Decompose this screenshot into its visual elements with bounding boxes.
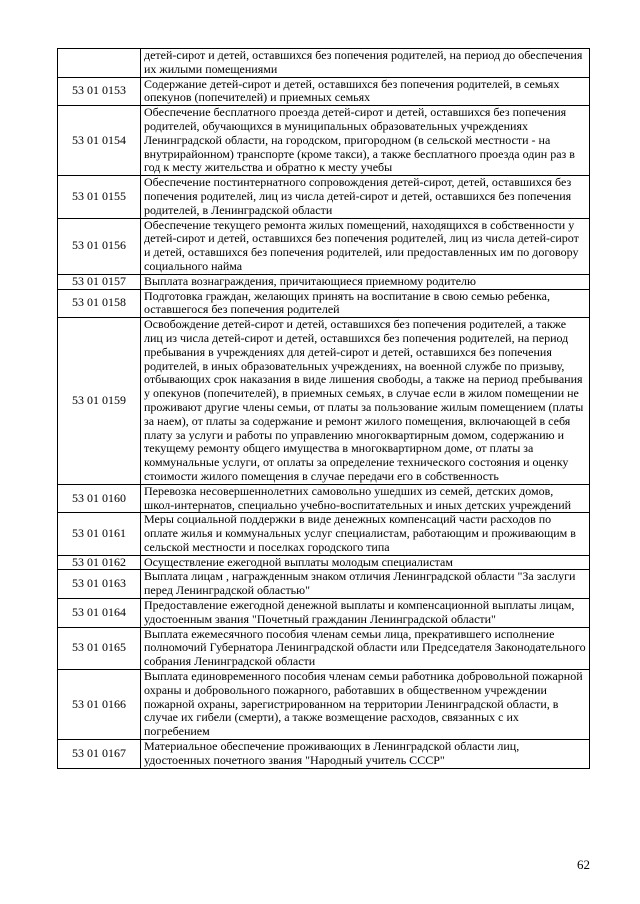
- table-row: [58, 599, 590, 628]
- row-code: 53 01 0159: [58, 318, 141, 485]
- row-code: 53 01 0160: [58, 484, 141, 513]
- row-description: Содержание детей-сирот и детей, оставшихся без попечения родителей, в семьях опекунов (попечителей) и приемных семьях: [141, 77, 590, 106]
- table-row: [58, 77, 590, 106]
- row-description: Освобождение детей-сирот и детей, оставшихся без попечения родителей, а также лиц из числа детей-сирот и детей, оставшихся без попечения родителей, на период пребывания в учреждениях для детей-сирот и детей, оставшихся без попечения родителей, в иных образовательных учреждениях, на военной службе по призыву, отбывающих срок наказания в виде лишения свободы, а также на период пребывания у опекунов (попечителей), в приемных семьях, в случае если в жилом помещении не проживают другие члены семьи, от платы за пользование жилым помещением (платы за наем), от платы за содержание и ремонт жилого помещения, включающей в себя плату за услуги и работы по управлению многоквартирным домом, содержанию и текущему ремонту общего имущества в многоквартирном доме, от платы за коммунальные услуги, от оплаты за определение технического состояния и оценку стоимости жилого помещения в случае передачи его в собственность: [141, 318, 590, 485]
- row-description: детей-сирот и детей, оставшихся без попечения родителей, на период до обеспечения их жилыми помещениями: [141, 49, 590, 78]
- row-description: Выплата лицам , награжденным знаком отличия Ленинградской области "За заслуги перед Ленинградской областью": [141, 570, 590, 599]
- row-code: 53 01 0167: [58, 740, 141, 769]
- row-code: 53 01 0154: [58, 106, 141, 176]
- table-row: [58, 176, 590, 218]
- row-description: Обеспечение бесплатного проезда детей-сирот и детей, оставшихся без попечения родителей, обучающихся в муниципальных образовательных учреждениях Ленинградской области, на городском, пригородном (в сельской местности - на внутрирайонном) транспорте (кроме такси), а также бесплатного проезда один раз в год к месту жительства и обратно к месту учебы: [141, 106, 590, 176]
- row-description: Осуществление ежегодной выплаты молодым специалистам: [141, 555, 590, 570]
- row-description: Выплата ежемесячного пособия членам семьи лица, прекратившего исполнение полномочий Губернатора Ленинградской области или Председателя Законодательного собрания Ленинградской области: [141, 627, 590, 669]
- table-row: [58, 106, 590, 176]
- row-description: Подготовка граждан, желающих принять на воспитание в свою семью ребенка, оставшегося без попечения родителей: [141, 289, 590, 318]
- table-row: [58, 484, 590, 513]
- row-code: 53 01 0155: [58, 176, 141, 218]
- table-body: [58, 49, 590, 769]
- document-page: [57, 48, 590, 769]
- row-code: [58, 49, 141, 78]
- row-code: 53 01 0158: [58, 289, 141, 318]
- table-row: [58, 289, 590, 318]
- row-code: 53 01 0162: [58, 555, 141, 570]
- table-row: [58, 627, 590, 669]
- row-description: Материальное обеспечение проживающих в Ленинградской области лиц, удостоенных почетного звания "Народный учитель СССР": [141, 740, 590, 769]
- row-description: Выплата единовременного пособия членам семьи работника добровольной пожарной охраны и добровольного пожарного, работавших в общественном учреждении пожарной охраны, зарегистрированном на территории Ленинградской области, в случае их гибели (смерти), а также возмещение расходов, связанных с их погребением: [141, 670, 590, 740]
- table-row: [58, 570, 590, 599]
- row-description: Выплата вознаграждения, причитающиеся приемному родителю: [141, 274, 590, 289]
- row-code: 53 01 0164: [58, 599, 141, 628]
- row-description: Предоставление ежегодной денежной выплаты и компенсационной выплаты лицам, удостоенным звания "Почетный гражданин Ленинградской области": [141, 599, 590, 628]
- table-row: [58, 274, 590, 289]
- budget-code-table: [57, 48, 590, 769]
- table-row: [58, 555, 590, 570]
- row-code: 53 01 0165: [58, 627, 141, 669]
- table-row: [58, 740, 590, 769]
- table-row: [58, 49, 590, 78]
- row-description: Обеспечение текущего ремонта жилых помещений, находящихся в собственности у детей-сирот и детей, оставшихся без попечения родителей, лиц из числа детей-сирот и детей, оставшихся без попечения родителей, или предоставленных им по договору социального найма: [141, 218, 590, 274]
- row-description: Перевозка несовершеннолетних самовольно ушедших из семей, детских домов, школ-интернатов, специально учебно-воспитательных и иных детских учреждений: [141, 484, 590, 513]
- row-code: 53 01 0153: [58, 77, 141, 106]
- page-number: 62: [577, 857, 590, 872]
- table-row: [58, 218, 590, 274]
- table-row: [58, 670, 590, 740]
- row-code: 53 01 0161: [58, 513, 141, 555]
- row-code: 53 01 0156: [58, 218, 141, 274]
- row-code: 53 01 0163: [58, 570, 141, 599]
- table-row: [58, 513, 590, 555]
- row-description: Обеспечение постинтернатного сопровождения детей-сирот, детей, оставшихся без попечения родителей, лиц из числа детей-сирот и детей, оставшихся без попечения родителей, в Ленинградской области: [141, 176, 590, 218]
- row-code: 53 01 0157: [58, 274, 141, 289]
- table-row: [58, 318, 590, 485]
- row-description: Меры социальной поддержки в виде денежных компенсаций части расходов по оплате жилья и коммунальных услуг специалистам, работающим и проживающим в сельской местности и поселках городского типа: [141, 513, 590, 555]
- row-code: 53 01 0166: [58, 670, 141, 740]
